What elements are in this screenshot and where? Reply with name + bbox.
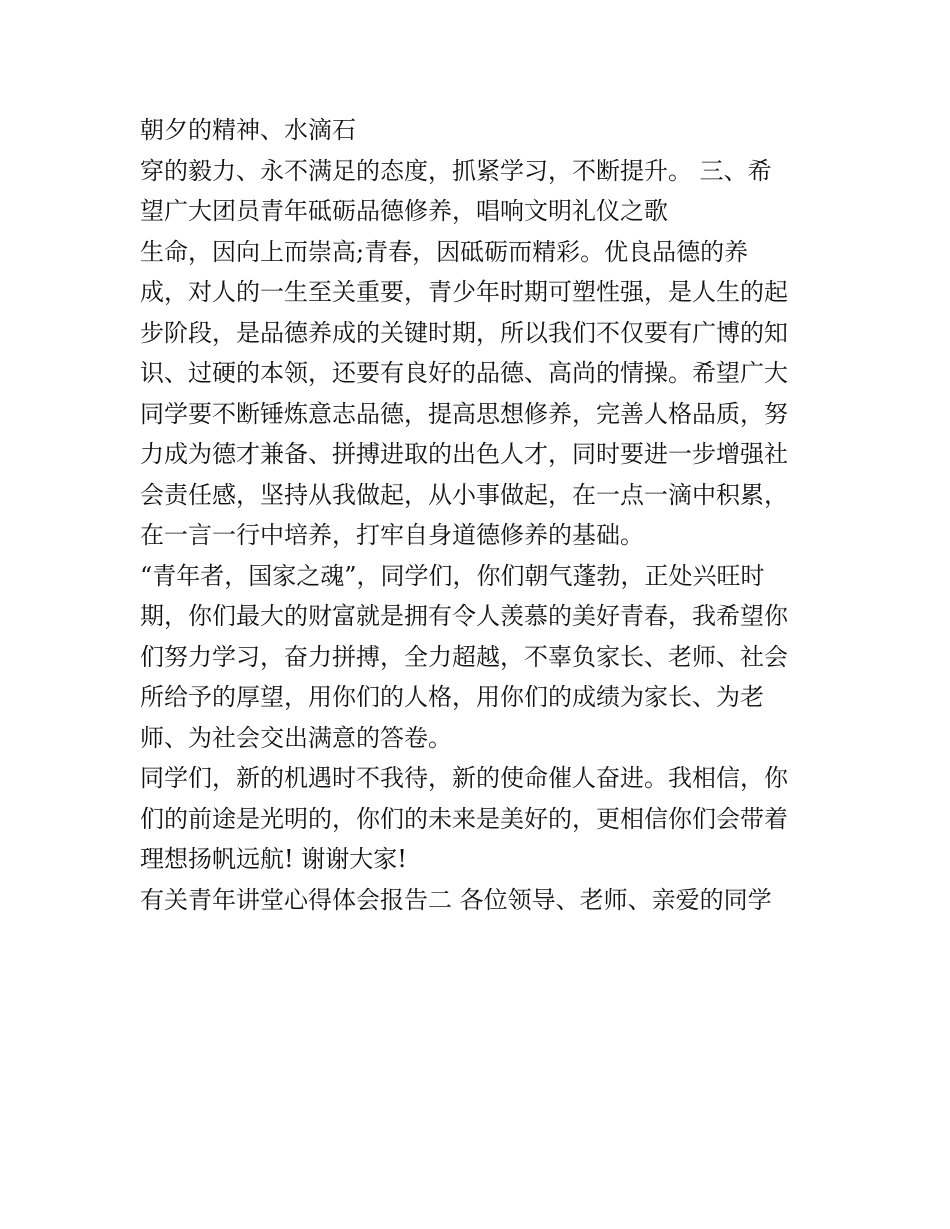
text-line: 理想扬帆远航! 谢谢大家! xyxy=(140,845,407,873)
text-line: 识、过硬的本领，还要有良好的品德、高尚的情操。希望广大 xyxy=(140,359,788,387)
text-line: 们的前途是光明的，你们的未来是美好的，更相信你们会带着 xyxy=(140,804,788,833)
text-line: 步阶段，是品德养成的关键时期，所以我们不仅要有广博的知 xyxy=(140,318,788,347)
text-line: 同学要不断锤炼意志品德，提高思想修养，完善人格品质，努 xyxy=(140,399,788,428)
text-line: 有关青年讲堂心得体会报告二 各位领导、老师、亲爱的同学 xyxy=(140,885,772,914)
text-line: 在一言一行中培养，打牢自身道德修养的基础。 xyxy=(140,521,644,549)
text-line: 所给予的厚望，用你们的人格，用你们的成绩为家长、为老 xyxy=(140,683,764,711)
text-line: 会责任感，坚持从我做起，从小事做起，在一点一滴中积累， xyxy=(140,480,788,509)
text-line: 望广大团员青年砥砺品德修养，唱响文明礼仪之歌 xyxy=(140,197,668,225)
text-line: 们努力学习，奋力拼搏，全力超越，不辜负家长、老师、社会 xyxy=(140,642,788,671)
text-line: “青年者，国家之魂”，同学们，你们朝气蓬勃，正处兴旺时 xyxy=(140,561,765,590)
text-line: 期，你们最大的财富就是拥有令人羡慕的美好青春，我希望你 xyxy=(140,602,788,630)
text-line: 师、为社会交出满意的答卷。 xyxy=(140,723,452,752)
document-body xyxy=(140,110,830,920)
text-line: 朝夕的精神、水滴石 xyxy=(140,116,356,144)
text-line: 力成为德才兼备、拼搏进取的出色人才，同时要进一步增强社 xyxy=(140,440,788,468)
text-line: 同学们，新的机遇时不我待，新的使命催人奋进。我相信，你 xyxy=(140,764,788,792)
text-line: 穿的毅力、永不满足的态度，抓紧学习，不断提升。 三、希 xyxy=(140,156,772,185)
text-line: 成，对人的一生至关重要，青少年时期可塑性强，是人生的起 xyxy=(140,278,788,306)
text-line: 生命，因向上而崇高;青春，因砥砺而精彩。优良品德的养 xyxy=(140,237,749,266)
